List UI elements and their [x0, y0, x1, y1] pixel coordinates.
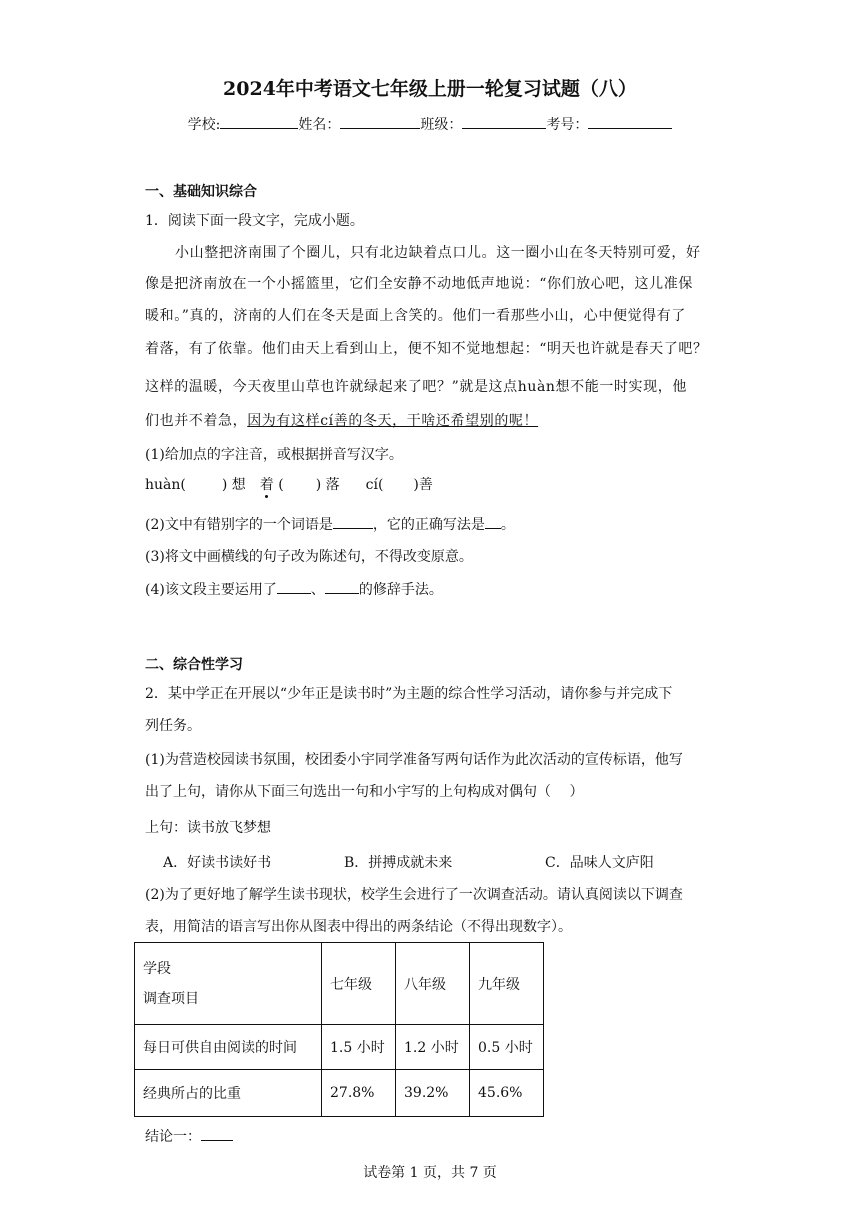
sub4-text-b: 、 [310, 582, 325, 598]
zhe-close: ) 落 [315, 477, 340, 493]
subquestion-1-4 [145, 579, 443, 599]
passage-line-2: 像是把济南放在一个小摇篮里，它们全安静不动地低声地说：“你们放心吧，这儿准保 [145, 276, 693, 292]
option-c: C．品味人文庐阳 [545, 855, 654, 871]
option-b: B．拼搏成就未来 [344, 855, 453, 871]
passage-line-3: 暖和。”真的，济南的人们在冬天是面上含笑的。他们一看那些小山，心中便觉得有了 [145, 308, 686, 324]
subquestion-1-3: (3)将文中画横线的句子改为陈述句，不得改变原意。 [145, 549, 473, 565]
section-heading-2: 二、综合性学习 [145, 657, 243, 673]
answer-blank [333, 514, 373, 529]
answer-blank [201, 1126, 233, 1141]
class-blank [462, 114, 546, 129]
underlined-sentence: 因为有这样cí善的冬天，干啥还希望别的呢！ [247, 413, 539, 429]
part-2-line-1: (2)为了更好地了解学生读书现状，校学生会进行了一次调查活动。请认真阅读以下调查 [145, 887, 683, 903]
part-1-line-1: (1)为营造校园读书氛围，校团委小宇同学准备写两句话作为此次活动的宣传标语，他写 [145, 752, 683, 768]
pinyin-ci: cí( [365, 477, 384, 493]
question-2-line-2: 列任务。 [145, 718, 201, 734]
sub2-text-c: 。 [500, 517, 515, 533]
part-1-line-2: 出了上句，请你从下面三句选出一句和小宇写的上句构成对偶句（ ） [145, 784, 584, 800]
part-2-line-2: 表，用简洁的语言写出你从图表中得出的两条结论（不得出现数字）。 [145, 919, 572, 935]
passage-line-6 [145, 410, 538, 430]
zhe-paren: ( [273, 477, 284, 493]
table-header-cell: 八年级 [396, 943, 470, 1025]
passage-line-6-plain: 们也并不着急， [145, 413, 248, 429]
conclusion-1 [145, 1126, 233, 1146]
table-cell: 27.8% [322, 1070, 396, 1117]
upper-line: 上句：读书放飞梦想 [145, 820, 271, 836]
school-blank [220, 114, 298, 129]
table-cell: 0.5 小时 [470, 1025, 544, 1070]
corner-bottom-label: 调查项目 [143, 990, 199, 1007]
table-cell: 1.5 小时 [322, 1025, 396, 1070]
pinyin-huan: huàn( [145, 477, 186, 493]
table-header-row [135, 943, 544, 1025]
name-blank [340, 114, 420, 129]
class-label: 班级： [420, 117, 463, 133]
page-title: 2024年中考语文七年级上册一轮复习试题（八） [223, 78, 637, 100]
name-label: 姓名： [298, 117, 341, 133]
sub4-text-c: 的修辞手法。 [358, 582, 443, 598]
subquestion-1-2 [145, 514, 515, 534]
table-header-cell: 七年级 [322, 943, 396, 1025]
table-header-cell: 九年级 [470, 943, 544, 1025]
survey-table [134, 942, 544, 1117]
question-2-line-1: 2．某中学正在开展以“少年正是读书时”为主题的综合性学习活动，请你参与并完成下 [145, 686, 673, 702]
pinyin-huan-close: ) 想 [221, 477, 246, 493]
table-row [135, 1025, 544, 1070]
subquestion-1-1: (1)给加点的字注音，或根据拼音写汉字。 [145, 447, 403, 463]
passage-line-4: 着落，有了依靠。他们由天上看到山上，便不知不觉地想起：“明天也许就是春天了吧？ [145, 341, 708, 357]
answer-blank [277, 579, 311, 594]
passage-line-1: 小山整把济南围了个圈儿，只有北边缺着点口儿。这一圈小山在冬天特别可爱，好 [175, 245, 701, 261]
answer-blank [325, 579, 359, 594]
sub2-text-b: ，它的正确写法是 [372, 517, 485, 533]
table-cell: 1.2 小时 [396, 1025, 470, 1070]
passage-line-5: 这样的温暖，今天夜里山草也许就绿起来了吧？”就是这点huàn想不能一时实现，他 [145, 379, 687, 395]
sub4-text-a: (4)该文段主要运用了 [145, 582, 277, 598]
pinyin-row [145, 474, 433, 494]
pinyin-ci-close: )善 [413, 477, 433, 493]
section-heading-1: 一、基础知识综合 [145, 184, 257, 200]
exam-no-blank [588, 114, 672, 129]
table-cell: 经典所占的比重 [135, 1070, 322, 1117]
table-cell: 45.6% [470, 1070, 544, 1117]
corner-top-label: 学段 [143, 960, 171, 977]
page-footer: 试卷第 1 页，共 7 页 [363, 1165, 497, 1181]
table-row [135, 1070, 544, 1117]
table-cell: 39.2% [396, 1070, 470, 1117]
answer-blank [485, 514, 501, 529]
school-label: 学校: [187, 117, 221, 133]
table-cell: 每日可供自由阅读的时间 [135, 1025, 322, 1070]
table-corner-cell [135, 943, 322, 1025]
dotted-char-zhe: 着 [259, 477, 274, 493]
conclusion-1-label: 结论一： [145, 1129, 201, 1145]
sub2-text-a: (2)文中有错别字的一个词语是 [145, 517, 333, 533]
option-a: A．好读书读好书 [163, 855, 272, 871]
question-1-stem: 1．阅读下面一段文字，完成小题。 [145, 213, 364, 229]
student-info-line [0, 114, 860, 134]
exam-no-label: 考号： [546, 117, 589, 133]
